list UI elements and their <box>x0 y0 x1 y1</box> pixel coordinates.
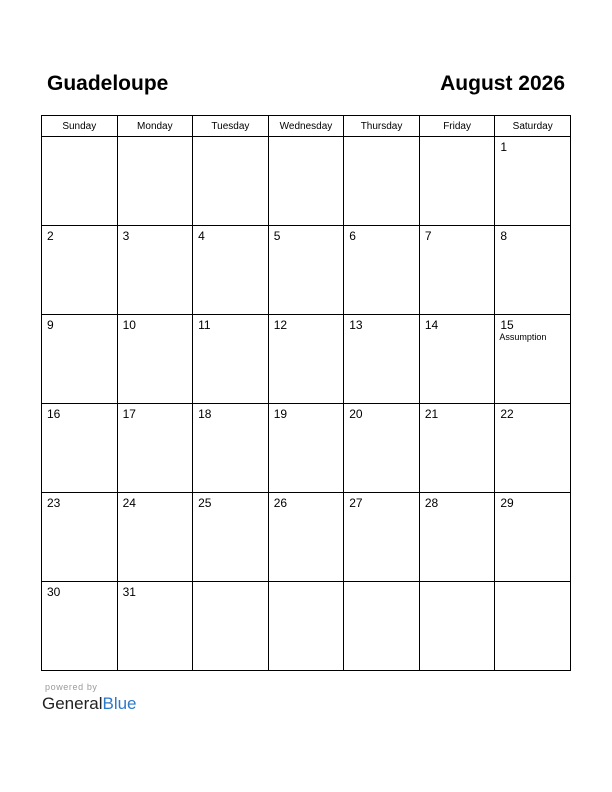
day-number: 20 <box>349 407 363 421</box>
day-cell <box>42 493 118 582</box>
day-number: 5 <box>273 229 281 243</box>
weekday-header: Wednesday <box>268 116 344 137</box>
day-cell <box>419 493 495 582</box>
empty-day-cell <box>419 582 495 671</box>
day-number: 16 <box>47 407 61 421</box>
day-cell <box>495 226 571 315</box>
day-cell <box>268 315 344 404</box>
day-number: 3 <box>122 229 130 243</box>
day-number: 17 <box>122 407 136 421</box>
day-cell <box>268 493 344 582</box>
weekday-header: Monday <box>117 116 193 137</box>
empty-day-cell <box>117 137 193 226</box>
day-number: 28 <box>424 496 439 510</box>
powered-by-text: powered by <box>45 682 98 692</box>
week-row <box>42 582 571 671</box>
day-cell <box>268 226 344 315</box>
empty-day-cell <box>42 137 118 226</box>
day-cell <box>42 582 118 671</box>
day-cell <box>193 493 269 582</box>
country-title: Guadeloupe <box>47 72 169 95</box>
day-number: 22 <box>500 407 514 421</box>
calendar-grid <box>41 115 571 671</box>
day-number: 6 <box>349 229 356 243</box>
day-number: 15 <box>500 318 514 332</box>
week-row <box>42 137 571 226</box>
day-cell <box>193 315 269 404</box>
day-number: 19 <box>273 407 288 421</box>
day-number: 7 <box>424 229 432 243</box>
day-number: 24 <box>122 496 136 510</box>
day-cell <box>117 493 193 582</box>
day-cell <box>419 404 495 493</box>
day-cell <box>495 493 571 582</box>
brand-general-text: General <box>42 694 103 713</box>
day-number: 18 <box>198 407 212 421</box>
weekday-header: Tuesday <box>193 116 269 137</box>
day-cell <box>42 315 118 404</box>
day-number: 13 <box>349 318 363 332</box>
day-number: 14 <box>424 318 439 332</box>
day-number: 2 <box>47 229 54 243</box>
week-row <box>42 226 571 315</box>
empty-day-cell <box>268 582 344 671</box>
day-number: 26 <box>273 496 288 510</box>
day-cell <box>495 137 571 226</box>
week-row <box>42 404 571 493</box>
weekday-header-row <box>42 116 571 137</box>
day-cell <box>344 493 420 582</box>
empty-day-cell <box>344 137 420 226</box>
month-year-title: August 2026 <box>440 72 565 95</box>
day-cell <box>419 226 495 315</box>
day-cell <box>495 315 571 404</box>
brand-logo <box>42 693 137 715</box>
empty-day-cell <box>419 137 495 226</box>
empty-day-cell <box>268 137 344 226</box>
day-number: 23 <box>47 496 61 510</box>
holiday-label: Assumption <box>499 332 547 342</box>
day-cell <box>193 404 269 493</box>
day-number: 4 <box>198 229 205 243</box>
day-cell <box>495 404 571 493</box>
day-number: 10 <box>122 318 136 332</box>
empty-day-cell <box>193 582 269 671</box>
empty-day-cell <box>344 582 420 671</box>
day-number: 8 <box>500 229 508 243</box>
day-cell <box>117 315 193 404</box>
week-row <box>42 315 571 404</box>
day-number: 21 <box>424 407 439 421</box>
day-cell <box>344 315 420 404</box>
day-cell <box>42 404 118 493</box>
day-cell <box>344 404 420 493</box>
weekday-header: Sunday <box>42 116 118 137</box>
day-cell <box>344 226 420 315</box>
empty-day-cell <box>193 137 269 226</box>
week-row <box>42 493 571 582</box>
day-cell <box>117 582 193 671</box>
empty-day-cell <box>495 582 571 671</box>
day-number: 30 <box>47 585 61 599</box>
day-cell <box>42 226 118 315</box>
day-number: 12 <box>273 318 288 332</box>
weekday-header: Thursday <box>344 116 420 137</box>
weekday-header: Friday <box>419 116 495 137</box>
day-number: 29 <box>500 496 514 510</box>
day-number: 1 <box>500 140 508 154</box>
day-cell <box>193 226 269 315</box>
day-number: 9 <box>47 318 54 332</box>
day-cell <box>268 404 344 493</box>
day-number: 25 <box>198 496 212 510</box>
day-cell <box>117 226 193 315</box>
brand-blue-text: Blue <box>102 694 137 713</box>
day-number: 27 <box>349 496 363 510</box>
day-cell <box>419 315 495 404</box>
day-cell <box>117 404 193 493</box>
day-number: 11 <box>198 318 211 332</box>
day-number: 31 <box>122 585 136 599</box>
weekday-header: Saturday <box>495 116 571 137</box>
